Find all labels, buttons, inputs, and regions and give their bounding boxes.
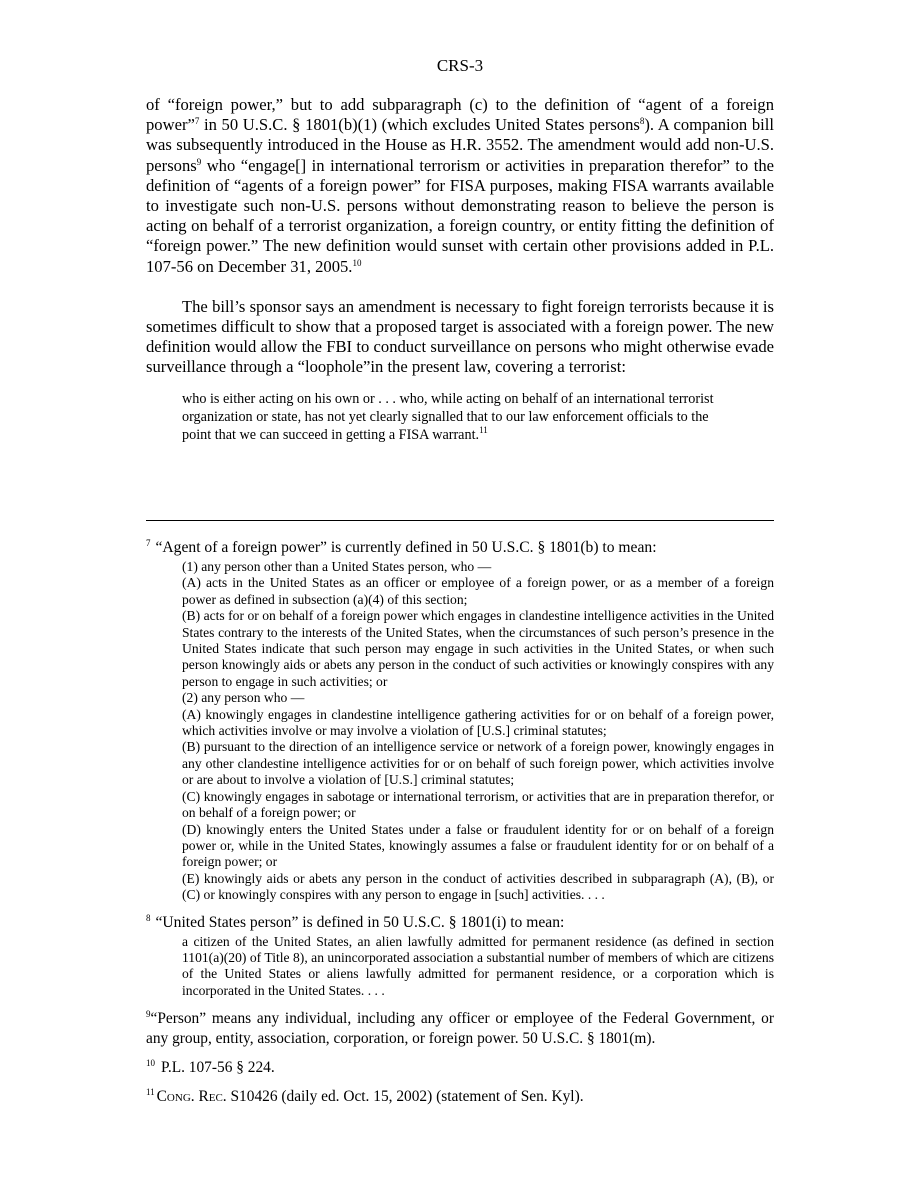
footnote-ref-9[interactable]: 9: [196, 156, 202, 167]
definition-item: (A) acts in the United States as an officer or employee of a foreign power, or as a member of a foreign power as defined in subsection (a)(4) of this section;: [182, 575, 774, 607]
footnote-ref-10[interactable]: 10: [352, 257, 362, 268]
footnote-number: 10: [146, 1057, 155, 1068]
footnote-8: [146, 914, 774, 1000]
body-paragraph-2: The bill’s sponsor says an amendment is necessary to fight foreign terrorists because it is sometimes difficult to show that a proposed target is associated with a foreign power. The new definition would allow the FBI to conduct surveillance on persons who might otherwise evade surveillance through a “loophole”in the present law, covering a terrorist:: [146, 296, 774, 377]
footnote-9: [146, 1009, 774, 1048]
definition-item: (B) acts for or on behalf of a foreign power which engages in clandestine intelligence activities in the United States contrary to the interests of the United States, when the circumstances of such person’s presence in the United States indicate that such person may engage in such activities in the United States, or when such person knowingly aids or abets any person in the conduct of such activities or knowingly conspires with any person to engage in such activities; or: [182, 608, 774, 689]
main-text: [146, 95, 774, 444]
congressional-record-citation: Cong. Rec.: [156, 1088, 227, 1106]
quote-text: who is either acting on his own or . . . who, while acting on behalf of an international terrorist organization or state, has not yet clearly signalled that to our law enforcement officials to the point that we can succeed in getting a FISA warrant.: [182, 390, 714, 443]
footnote-number: 9: [146, 1009, 151, 1020]
definition-item: (D) knowingly enters the United States under a false or fraudulent identity for or on behalf of a foreign power or, while in the United States, knowingly assumes a false or fraudulent identity for or on behalf of a foreign power; or: [182, 821, 774, 870]
body-paragraph-1: [146, 95, 774, 277]
paragraph-text: who “engage[] in international terrorism or activities in preparation therefor” to the definition of “agents of a foreign power” for FISA purposes, making FISA warrants available to investigate such non-U.S. persons without demonstrating reason to believe the person is acting on behalf of a terrorist organization, a foreign country, or entity fitting the definition of “foreign power.” The new definition would sunset with certain other provisions added in P.L. 107-56 on December 31, 2005.: [146, 155, 774, 276]
definition-item: (B) pursuant to the direction of an intelligence service or network of a foreign power, knowingly engages in any other clandestine intelligence activities for or on behalf of such foreign power, which activities involve or are about to involve a violation of [U.S.] criminal statutes;: [182, 739, 774, 788]
definition-item: (E) knowingly aids or abets any person in the conduct of activities described in subparagraph (A), (B), or (C) or knowingly conspires with any person to engage in [such] activities. . . .: [182, 870, 774, 903]
footnotes: [146, 539, 774, 1117]
paragraph-text: of “foreign power,” but to add subparagraph (c) to the definition of “agent of a foreign power”: [146, 95, 774, 135]
definition-item: (2) any person who —: [182, 690, 305, 706]
footnote-number: 7: [146, 538, 151, 548]
footnote-ref-8[interactable]: 8: [639, 116, 645, 127]
footnote-ref-11[interactable]: 11: [479, 424, 488, 435]
footnote-8-intro: [146, 914, 774, 932]
footnote-text: S10426 (daily ed. Oct. 15, 2002) (statement of Sen. Kyl).: [226, 1088, 584, 1106]
definition-item: (1) any person other than a United States person, who —: [182, 559, 492, 574]
block-quote: [182, 390, 738, 444]
footnote-text: P.L. 107-56 § 224.: [161, 1058, 275, 1076]
definition-item: (C) knowingly engages in sabotage or international terrorism, or activities that are in preparation therefor, or on behalf of a foreign power; or: [182, 788, 774, 821]
page-number-header: CRS-3: [436, 56, 484, 75]
footnote-separator: [146, 520, 774, 521]
paragraph-text: ). A companion bill was subsequently introduced in the House as H.R. 3552. The amendment would add non-U.S. persons: [146, 115, 774, 175]
footnote-number: 8: [146, 912, 151, 923]
footnote-7-items: [182, 559, 774, 904]
footnote-text: “United States person” is defined in 50 U.S.C. § 1801(i) to mean:: [155, 913, 565, 931]
footnote-7: [146, 539, 774, 904]
paragraph-text: in 50 U.S.C. § 1801(b)(1) (which excludes United States persons: [199, 115, 640, 135]
definition-item: (A) knowingly engages in clandestine intelligence gathering activities for or on behalf of a foreign power, which activities involve or may involve a violation of [U.S.] criminal statutes;: [182, 706, 774, 739]
footnote-7-intro: [146, 539, 774, 557]
footnote-11: [146, 1087, 774, 1106]
footnote-10: [146, 1058, 774, 1077]
footnote-ref-7[interactable]: 7: [194, 116, 200, 127]
footnote-text: “Person” means any individual, including any officer or employee of the Federal Government, or any group, entity, association, corporation, or foreign power. 50 U.S.C. § 1801(m).: [146, 1010, 774, 1047]
footnote-text: “Agent of a foreign power” is currently defined in 50 U.S.C. § 1801(b) to mean:: [155, 539, 657, 556]
definition-item: a citizen of the United States, an alien lawfully admitted for permanent residence (as defined in section 1101(a)(20) of Title 8), an unincorporated association a substantial number of members of which are citizens of the United States or aliens lawfully admitted for permanent residence, or a corporation which is incorporated in the United States. . . .: [182, 933, 774, 998]
footnote-8-items: [182, 934, 774, 1000]
footnote-number: 11: [146, 1087, 155, 1098]
